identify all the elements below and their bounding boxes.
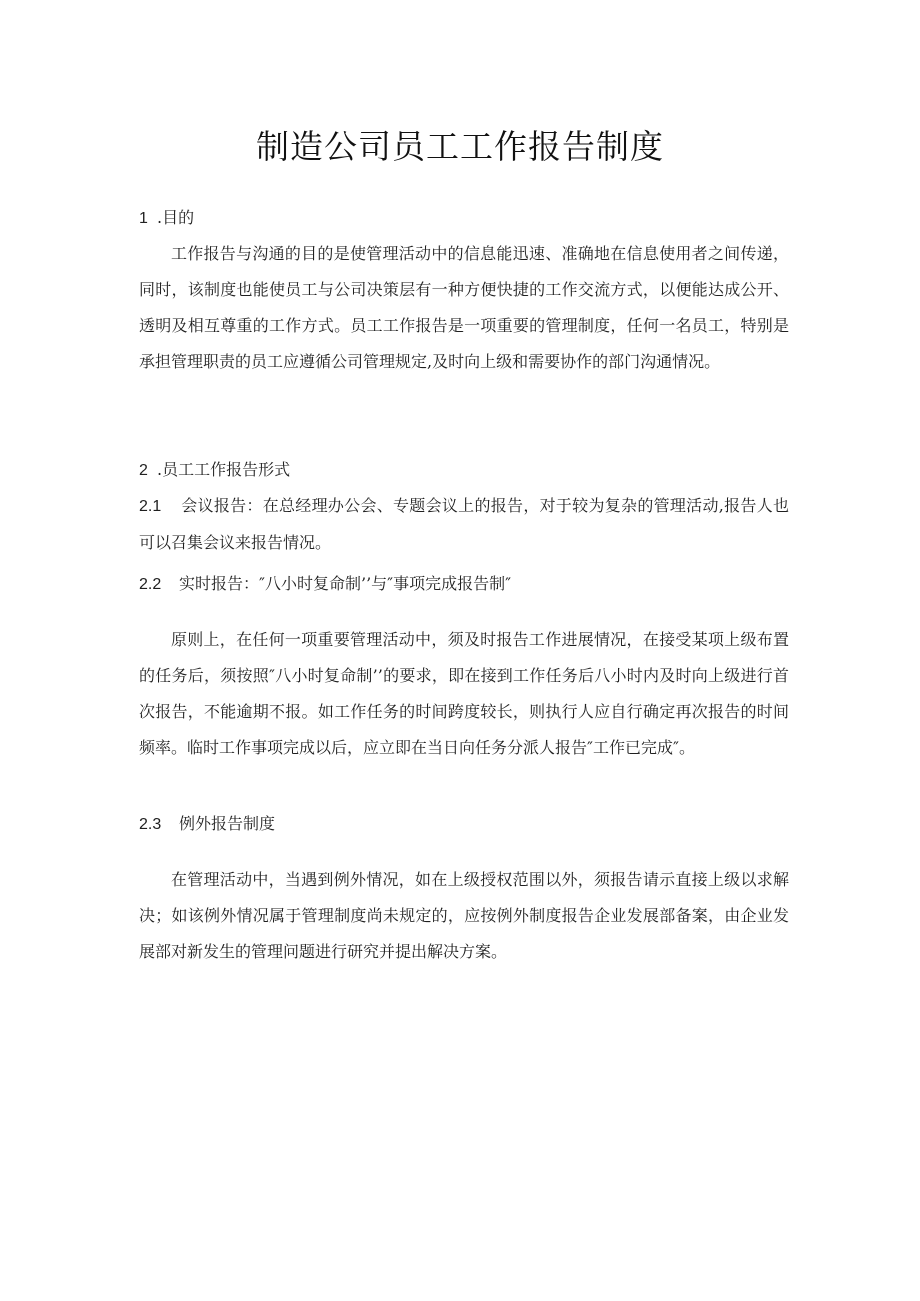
section-title: .目的 <box>157 208 195 227</box>
subsection-text: 会议报告：在总经理办公会、专题会议上的报告，对于较为复杂的管理活动,报告人也可以召集会议来报告情况。 <box>139 496 789 552</box>
section-number: 1 <box>139 210 148 227</box>
section-title: .员工工作报告形式 <box>157 460 291 479</box>
subsection-2-2-heading <box>139 566 789 603</box>
section-number: 2 <box>139 462 148 479</box>
subsection-title: 例外报告制度 <box>179 814 276 833</box>
subsection-2-2-body <box>139 622 789 766</box>
subsection-2-1 <box>139 488 789 561</box>
subsection-paragraph: 原则上，在任何一项重要管理活动中，须及时报告工作进展情况，在接受某项上级布置的任务后，须按照″八小时复命制’’的要求，即在接到工作任务后八小时内及时向上级进行首次报告，不能逾期不报。如工作任务的时间跨度较长，则执行人应自行确定再次报告的时间频率。临时工作事项完成以后，应立即在当日向任务分派人报告″工作已完成″。 <box>139 630 789 757</box>
subsection-paragraph: 在管理活动中，当遇到例外情况，如在上级授权范围以外，须报告请示直接上级以求解决；如该例外情况属于管理制度尚未规定的，应按例外制度报告企业发展部备案，由企业发展部对新发生的管理问题进行研究并提出解决方案。 <box>139 870 789 961</box>
document-title: 制造公司员工工作报告制度 <box>256 127 664 166</box>
subsection-number: 2.2 <box>139 576 162 593</box>
subsection-2-3-body <box>139 862 789 970</box>
section-1-heading <box>139 207 789 230</box>
subsection-number: 2.1 <box>139 498 162 515</box>
subsection-number: 2.3 <box>139 816 162 833</box>
section-paragraph: 工作报告与沟通的目的是使管理活动中的信息能迅速、准确地在信息使用者之间传递，同时，该制度也能使员工与公司决策层有一种方便快捷的工作交流方式，以便能达成公开、透明及相互尊重的工作方式。员工工作报告是一项重要的管理制度，任何一名员工，特别是承担管理职责的员工应遵循公司管理规定,及时向上级和需要协作的部门沟通情况。 <box>139 244 789 371</box>
subsection-title: 实时报告：″八小时复命制’’与″事项完成报告制″ <box>179 574 512 593</box>
subsection-paragraph <box>139 488 789 561</box>
subsection-2-3-heading <box>139 806 789 843</box>
section-1-body <box>139 236 789 380</box>
section-2-heading <box>139 459 789 482</box>
